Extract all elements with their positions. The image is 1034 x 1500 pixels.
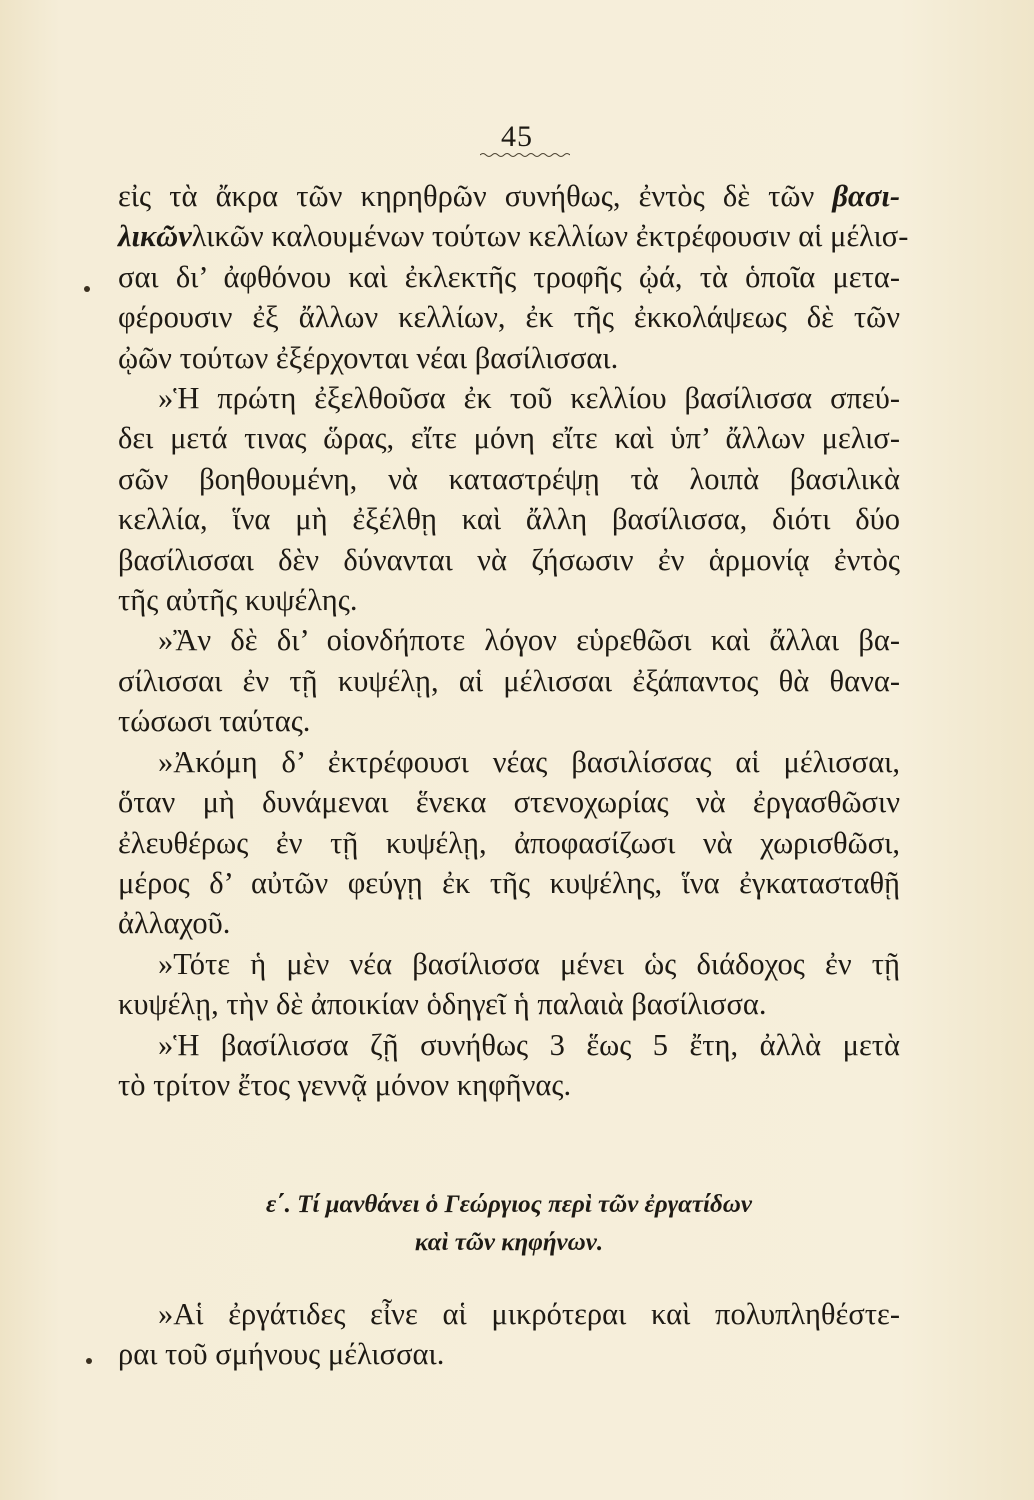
text-line: μέρος δ’ αὐτῶν φεύγῃ ἐκ τῆς κυψέλης, ἵνα ἐγκατασταθῇ [118, 865, 900, 900]
text-line: βασίλισσαι δὲν δύνανται νὰ ζήσωσιν ἐν ἁρμονίᾳ ἐντὸς [118, 542, 900, 577]
text-line [118, 176, 900, 216]
text-line: »Ἡ πρώτη ἐξελθοῦσα ἐκ τοῦ κελλίου βασίλισσα σπεύ- [158, 381, 900, 416]
text-line: τὸ τρίτον ἔτος γεννᾷ μόνον κηφῆνας. [118, 1067, 572, 1102]
section-heading-line-1: ε΄. Τί μανθάνει ὁ Γεώργιος περὶ τῶν ἐργατίδων [266, 1191, 752, 1218]
paragraph-4 [118, 742, 900, 944]
text-line: ἐλευθέρως ἐν τῇ κυψέλῃ, ἀποφασίζωσι νὰ χωρισθῶσι, [118, 825, 900, 860]
text-line: κελλία, ἵνα μὴ ἐξέλθῃ καὶ ἄλλη βασίλισσα, διότι δύο [118, 502, 900, 537]
text-line: »Ἂν δὲ δι’ οἱονδήποτε λόγον εὑρεθῶσι καὶ ἄλλαι βα- [158, 623, 900, 658]
wavy-ornament [480, 152, 570, 158]
text-line: ἀλλαχοῦ. [118, 906, 231, 941]
text-line: »Ἀκόμη δ’ ἐκτρέφουσι νέας βασιλίσσας αἱ μέλισσαι, [158, 744, 900, 779]
text-line: σίλισσαι ἐν τῇ κυψέλῃ, αἱ μέλισσαι ἐξάπαντος θὰ θανα- [118, 663, 900, 698]
line-text: εἰς τὰ ἄκρα τῶν κηρηθρῶν συνήθως, ἐντὸς δὲ τῶν [118, 179, 833, 213]
text-line: τώσωσι ταύτας. [118, 704, 311, 739]
text-line: »Ἡ βασίλισσα ζῇ συνήθως 3 ἕως 5 ἔτη, ἀλλὰ μετὰ [158, 1027, 900, 1062]
section-paragraph-1 [118, 1294, 900, 1375]
text-line: σαι δι’ ἀφθόνου καὶ ἐκλεκτῆς τροφῆς ᾠά, τὰ ὁποῖα μετα- [118, 259, 900, 294]
text-line: τῆς αὐτῆς κυψέλης. [118, 583, 358, 618]
margin-speck [84, 286, 90, 292]
paragraph-5 [118, 944, 900, 1025]
bold-term: βασι- [832, 179, 900, 213]
text-line: »Αἱ ἐργάτιδες εἶνε αἱ μικρότεραι καὶ πολυπληθέστε- [158, 1297, 900, 1331]
bold-term: λικῶν [118, 219, 192, 254]
text-line: »Τότε ἡ μὲν νέα βασίλισσα μένει ὡς διάδοχος ἐν τῇ [158, 946, 900, 981]
text-line: κυψέλῃ, τὴν δὲ ἀποικίαν ὁδηγεῖ ἡ παλαιὰ βασίλισσα. [118, 987, 767, 1022]
text-line: φέρουσιν ἐξ ἄλλων κελλίων, ἐκ τῆς ἐκκολάψεως δὲ τῶν [118, 300, 900, 335]
paragraph-2 [118, 378, 900, 620]
paragraph-6 [118, 1025, 900, 1106]
margin-speck [86, 1358, 92, 1364]
text-line: ᾠῶν τούτων ἐξέρχονται νέαι βασίλισσαι. [118, 340, 619, 375]
text-line: σῶν βοηθουμένη, νὰ καταστρέψῃ τὰ λοιπὰ βασιλικὰ [118, 461, 900, 496]
page-header [0, 120, 1034, 154]
section-heading-line-2: καὶ τῶν κηφήνων. [414, 1229, 604, 1256]
paragraph-3 [118, 620, 900, 741]
section-heading [118, 1186, 900, 1262]
text-line: ραι τοῦ σμήνους μέλισσαι. [118, 1337, 445, 1372]
page-number: 45 [501, 120, 533, 153]
text-line: δει μετά τινας ὥρας, εἴτε μόνη εἴτε καὶ ὑπ’ ἄλλων μελισ- [118, 421, 900, 456]
text-line [118, 216, 909, 256]
body-text [118, 176, 909, 1105]
paragraph-1 [118, 176, 909, 378]
line-text: λικῶν καλουμένων τούτων κελλίων ἐκτρέφουσιν αἱ μέλισ- [191, 219, 909, 254]
text-line: ὅταν μὴ δυνάμεναι ἕνεκα στενοχωρίας νὰ ἐργασθῶσιν [118, 785, 900, 820]
